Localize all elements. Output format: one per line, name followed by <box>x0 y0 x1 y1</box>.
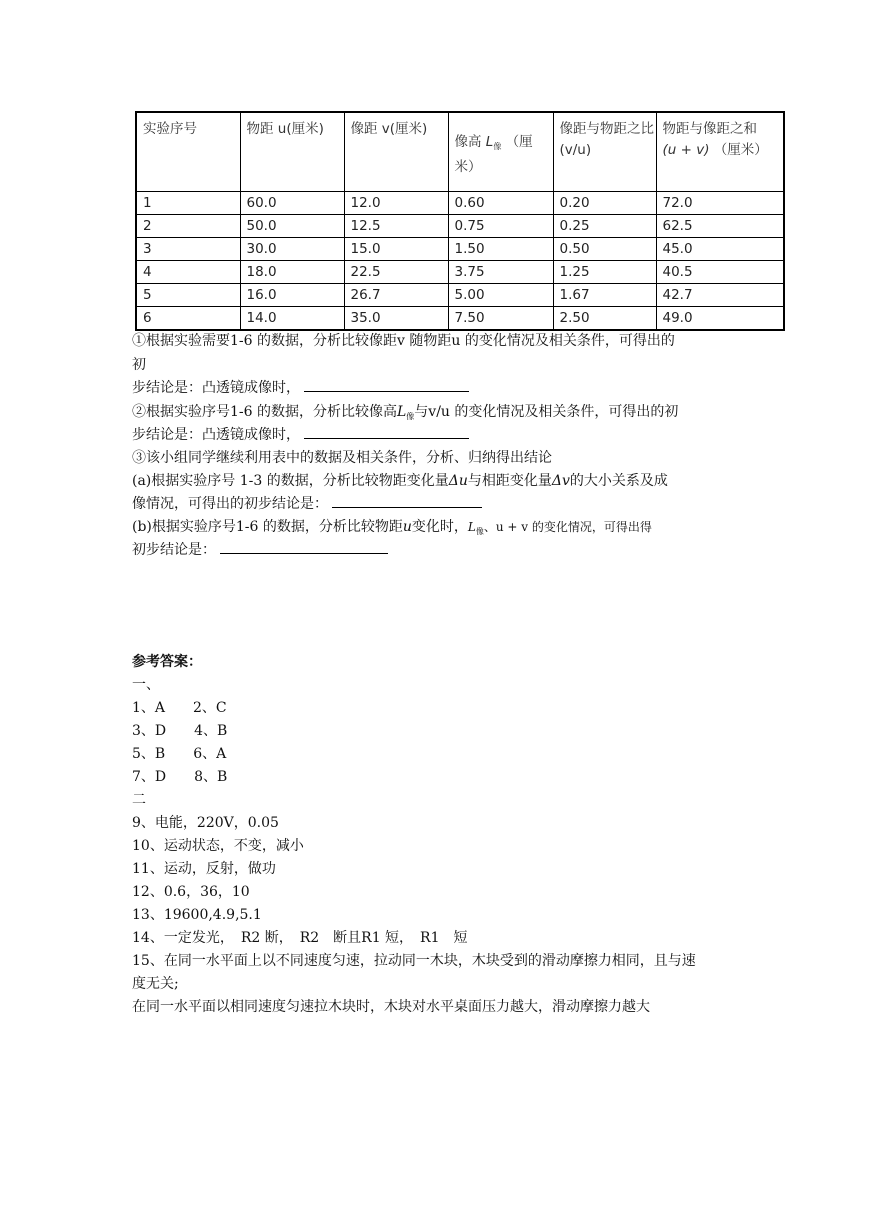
table-cell: 3.75 <box>448 261 553 284</box>
table-row <box>136 215 784 238</box>
table-cell: 0.25 <box>553 215 656 238</box>
question-b-text-d: 初步结论是： <box>132 542 216 558</box>
table-cell: 12.0 <box>344 192 448 215</box>
table-cell: 12.5 <box>344 215 448 238</box>
question-1-line-1: ①根据实验需要1-6 的数据，分析比较像距v 随物距u 的变化情况及相关条件，可得出的 <box>132 333 675 349</box>
question-1-text: 步结论是：凸透镜成像时， <box>132 380 300 396</box>
table-cell: 0.20 <box>553 192 656 215</box>
table-cell: 26.7 <box>344 284 448 307</box>
table-cell: 35.0 <box>344 307 448 331</box>
question-a-text-b: 与相距变化量 <box>467 473 552 489</box>
question-2-text-a: ②根据实验序号1-6 的数据，分析比较像高 <box>132 404 397 420</box>
table-cell: 40.5 <box>656 261 784 284</box>
question-2-text-b: 与v/u 的变化情况及相关条件，可得出的初 <box>414 404 679 420</box>
table-cell: 22.5 <box>344 261 448 284</box>
question-b-text-a: (b)根据实验序号1-6 的数据，分析比较物距 <box>132 519 403 535</box>
question-a-line-2 <box>132 493 482 515</box>
answer-line: 一、 <box>132 677 160 693</box>
table-cell: 2.50 <box>553 307 656 331</box>
table-cell: 6 <box>136 307 240 331</box>
table-cell: 15.0 <box>344 238 448 261</box>
table-cell: 0.75 <box>448 215 553 238</box>
question-a-text-a: (a)根据实验序号 1-3 的数据，分析比较物距变化量 <box>132 473 449 489</box>
header-trial-number: 实验序号 <box>136 112 240 192</box>
table-header-row <box>136 112 784 192</box>
header-image-height-unit-a: （厘 <box>505 134 533 150</box>
table-cell: 0.60 <box>448 192 553 215</box>
table-cell: 1.25 <box>553 261 656 284</box>
table-cell: 60.0 <box>240 192 344 215</box>
table-cell: 42.7 <box>656 284 784 307</box>
answer-line: 10、运动状态，不变，减小 <box>132 838 304 854</box>
answer-line: 5、B 6、A <box>132 746 227 762</box>
table-cell: 3 <box>136 238 240 261</box>
header-image-height-subscript: 像 <box>493 142 502 151</box>
header-sum-label: 物距与像距之和 <box>662 121 757 137</box>
answer-line: 3、D 4、B <box>132 723 228 739</box>
header-image-height-symbol: L <box>485 134 494 150</box>
table-row <box>136 192 784 215</box>
table-cell: 14.0 <box>240 307 344 331</box>
question-b-L: L <box>467 520 476 534</box>
table-cell: 5 <box>136 284 240 307</box>
table-cell: 30.0 <box>240 238 344 261</box>
answer-line: 13、19600,4.9,5.1 <box>132 907 262 923</box>
table-cell: 4 <box>136 261 240 284</box>
question-2-symbol: L <box>397 404 407 420</box>
question-b-u: u <box>402 519 412 535</box>
header-image-height-label: 像高 <box>454 134 482 150</box>
table-cell: 49.0 <box>656 307 784 331</box>
answer-line: 度无关; <box>132 976 179 992</box>
table-cell: 1.67 <box>553 284 656 307</box>
header-object-distance: 物距 u(厘米) <box>240 112 344 192</box>
answer-line: 二 <box>132 792 146 808</box>
answer-blank-a[interactable] <box>332 493 482 508</box>
table-body <box>136 192 784 331</box>
table-cell: 7.50 <box>448 307 553 331</box>
answer-blank-2[interactable] <box>304 424 469 439</box>
question-1-line-2: 初 <box>132 357 146 373</box>
question-2-subscript: 像 <box>406 412 415 421</box>
header-sum <box>656 112 784 192</box>
answer-line: 在同一水平面以相同速度匀速拉木块时，木块对水平桌面压力越大，滑动摩擦力越大 <box>132 999 650 1015</box>
question-b-line-2 <box>132 539 388 561</box>
table-cell: 1 <box>136 192 240 215</box>
question-a-delta-v: Δv <box>551 473 570 489</box>
table-cell: 5.00 <box>448 284 553 307</box>
experiment-data-table <box>135 111 785 331</box>
table-cell: 0.50 <box>553 238 656 261</box>
table-cell: 45.0 <box>656 238 784 261</box>
answers-heading: 参考答案： <box>132 654 202 670</box>
answer-line: 7、D 8、B <box>132 769 228 785</box>
table-cell: 62.5 <box>656 215 784 238</box>
question-b-text-b: 变化时， <box>411 519 468 535</box>
table-row <box>136 307 784 331</box>
header-image-distance: 像距 v(厘米) <box>344 112 448 192</box>
answer-line: 15、在同一水平面上以不同速度匀速，拉动同一木块，木块受到的滑动摩擦力相同，且与速 <box>132 953 696 969</box>
table-cell: 18.0 <box>240 261 344 284</box>
question-a-text-d: 像情况，可得出的初步结论是： <box>132 496 328 512</box>
question-3-line-1: ③该小组同学继续利用表中的数据及相关条件，分析、归纳得出结论 <box>132 450 552 466</box>
header-image-height <box>448 112 553 192</box>
answer-line: 1、A 2、C <box>132 700 227 716</box>
question-a-line-1 <box>132 470 668 492</box>
question-b-L-subscript: 像 <box>475 527 484 536</box>
table-row <box>136 238 784 261</box>
answer-line: 11、运动，反射，做功 <box>132 861 276 877</box>
question-a-delta-u: Δu <box>448 473 468 489</box>
table-cell: 16.0 <box>240 284 344 307</box>
answer-blank-1[interactable] <box>304 377 469 392</box>
question-1-line-3 <box>132 377 469 399</box>
question-2-line-2 <box>132 424 469 446</box>
table-cell: 1.50 <box>448 238 553 261</box>
answer-blank-b[interactable] <box>220 539 388 554</box>
header-sum-formula: (u + v) <box>662 142 710 158</box>
question-2-text-c: 步结论是：凸透镜成像时， <box>132 427 300 443</box>
header-sum-unit: （厘米） <box>713 142 768 158</box>
question-b-text-c: 、u + v 的变化情况，可得出得 <box>483 520 652 534</box>
answer-line: 14、一定发光， R2 断， R2 断且R1 短， R1 短 <box>132 930 468 946</box>
answer-line: 12、0.6，36，10 <box>132 884 250 900</box>
table-cell: 2 <box>136 215 240 238</box>
table-cell: 72.0 <box>656 192 784 215</box>
table-row <box>136 261 784 284</box>
table-row <box>136 284 784 307</box>
header-ratio: 像距与物距之比(v/u) <box>553 112 656 192</box>
header-image-height-unit-b: 米） <box>454 159 482 175</box>
question-a-text-c: 的大小关系及成 <box>569 473 668 489</box>
table-cell: 50.0 <box>240 215 344 238</box>
answer-line: 9、电能，220V，0.05 <box>132 815 279 831</box>
